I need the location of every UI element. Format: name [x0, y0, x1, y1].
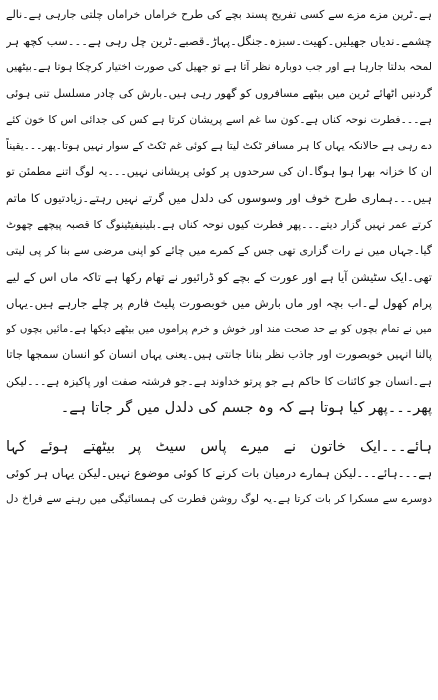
text-line: ہے۔۔۔ہائے۔۔۔لیکن ہمارے درمیان بات کرنے کا کوئی موضوع نہیں۔لیکن یہاں ہر کوئی: [6, 466, 432, 481]
text-line: لمحہ بدلتا جارہا ہے اور جب دوبارہ نظر آتا ہے تو جھیل کی صورت اختیار کرچکا ہوتا ہے۔بیٹھیں: [6, 60, 432, 74]
paragraph-main: [6, 2, 432, 421]
paragraph-second: [6, 434, 432, 513]
text-line: پرام کھول لے۔اب بچہ اور ماں بارش میں خوبصورت پلیٹ فارم پر چلے جارہے ہیں۔یہاں: [6, 296, 432, 311]
text-line: گیا۔جہاں میں نے رات گزاری تھی جس کے کمرے میں چائے کو اپنی مرضی سے بنا کر پی لیتی: [6, 243, 432, 257]
text-line: کرتے عمر نہیں گزار دیتے۔۔۔پھر فطرت کیوں نوحہ کناں ہے۔بلینیفیٹینوگ کا قصبہ پیچھے چھوٹ: [6, 217, 432, 231]
paragraph-gap: [6, 421, 432, 434]
text-line: پھر۔۔۔پھر کیا ہوتا ہے کہ وہ جسم کی دلدل میں گر جاتا ہے۔: [60, 399, 432, 416]
text-line: ہائے۔۔۔ایک خاتون نے میرے پاس سیٹ پر بیٹھتے ہوئے کہا: [6, 439, 432, 455]
text-line: ہے۔۔۔فطرت نوحہ کناں ہے۔کون سا غم اسے پریشان کرتا ہے کس کی جدائی اس کا خون کئے: [6, 112, 432, 126]
text-line: تھی۔ایک سٹیشن آیا ہے اور عورت کے بچے کو ڈرائیور نے تھام رکھا ہے تاکہ ماں اس کے لیے: [6, 269, 432, 284]
text-line: ہے۔ٹرین مزے مزے سے کسی تفریح پسند بچے کی طرح خراماں خراماں چلتی جارہی ہے۔نالے: [6, 8, 432, 21]
text-line: میں نے تمام بچوں کو بے حد صحت مند اور خوش و خرم پراموں میں بیٹھے دیکھا ہے۔مائیں بچوں کو: [6, 323, 432, 336]
text-line: ان کا خزانہ بھرا ہوا ہوگا۔ان کی سرحدوں پر کوئی پریشانی نہیں۔۔۔یہ لوگ اتنے مطمئن تو: [6, 165, 432, 179]
text-line: ہیں۔۔۔ہماری طرح خوف اور وسوسوں کی دلدل میں گرتے نہیں رہتے۔زیادتیوں کا ماتم: [6, 191, 432, 206]
text-line: گردنیں اٹھائے ٹرین میں بیٹھے مسافروں کو گھور رہی ہیں۔بارش کی چادر مسلسل تنی ہوئی: [6, 86, 432, 100]
text-line: چشمے۔ندیاں جھیلیں۔کھیت۔سبزہ۔جنگل۔پہاڑ۔قصبے۔ٹرین چل رہی ہے۔۔۔سب کچھ ہر: [6, 34, 432, 49]
text-line: دے رہی ہے حالانکہ یہاں کا ہر مسافر ٹکٹ لیتا ہے کوئی غم ٹکٹ کے سوار نہیں ہوتا۔پھر۔۔۔یقیناً: [6, 139, 432, 152]
text-line: دوسرے سے مسکرا کر بات کرتا ہے۔یہ لوگ روشن فطرت کی ہمسائیگی میں رہنے سے فراخ دل: [6, 493, 432, 506]
text-line: ہے۔انسان جو کائنات کا حاکم ہے جو پرتو خداوند ہے۔جو فرشتہ صفت اور پاکیزہ ہے۔۔۔لیکن: [6, 374, 432, 388]
text-line: پالنا انہیں خوبصورت اور جاذب نظر بنانا جانتی ہیں۔یعنی یہاں انسان کو انسان سمجھا جاتا: [6, 348, 432, 362]
